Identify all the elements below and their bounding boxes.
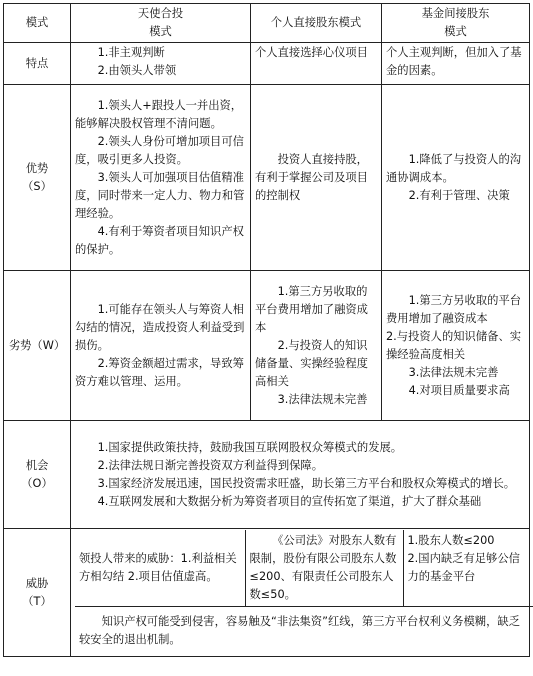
weaknesses-row xyxy=(4,271,530,421)
threats-direct: 《公司法》对股东人数有限制，股份有限公司股东人数≤200、有限责任公司股东人数≤50。 xyxy=(245,530,403,607)
weaknesses-direct: 1.第三方另收取的平台费用增加了融资成本 2.与投资人的知识储备量、实操经验程度高相关 3.法律法规未完善 xyxy=(251,271,382,421)
opportunities-row xyxy=(4,421,530,529)
strengths-fund: 1.降低了与投资人的沟通协调成本。 2.有利于管理、决策 xyxy=(382,85,530,271)
weaknesses-angel: 1.可能存在领头人与筹资人相勾结的情况，造成投资人利益受到损伤。 2.筹资金额超过需求，导致筹资方难以管理、运用。 xyxy=(71,271,251,421)
features-row xyxy=(4,43,530,85)
features-angel: 1.非主观判断 2.由领头人带领 xyxy=(71,43,251,85)
threats-split-row xyxy=(75,530,533,607)
threats-label: 威胁 （T） xyxy=(4,529,71,657)
header-direct-mode: 个人直接股东模式 xyxy=(251,4,382,43)
strengths-row xyxy=(4,85,530,271)
weaknesses-label: 劣势（W） xyxy=(4,271,71,421)
threats-common-row xyxy=(75,607,533,656)
threats-row xyxy=(4,529,530,657)
header-row xyxy=(4,4,530,43)
threats-common: 知识产权可能受到侵害，容易触及“非法集资”红线，第三方平台权利义务模糊，缺乏较安全的退出机制。 xyxy=(75,607,533,656)
strengths-label: 优势 （S） xyxy=(4,85,71,271)
opportunities-label: 机会 （O） xyxy=(4,421,71,529)
header-angel-mode: 天使合投 模式 xyxy=(71,4,251,43)
threats-fund: 1.股东人数≤200 2.国内缺乏有足够公信力的基金平台 xyxy=(407,534,520,583)
threats-angel: 领投人带来的威胁：1.利益相关方相勾结 2.项目估值虚高。 xyxy=(75,530,245,607)
header-fund-mode: 基金间接股东 模式 xyxy=(382,4,530,43)
features-label: 特点 xyxy=(4,43,71,85)
threats-content xyxy=(71,529,530,657)
features-fund: 个人主观判断，但加入了基金的因素。 xyxy=(382,43,530,85)
features-direct: 个人直接选择心仪项目 xyxy=(251,43,382,85)
weaknesses-fund: 1.第三方另收取的平台费用增加了融资成本 2.与投资人的知识储备、实操经验高度相关 3.法律法规未完善 4.对项目质量要求高 xyxy=(382,271,530,421)
opportunities-content: 1.国家提供政策扶持，鼓励我国互联网股权众筹模式的发展。 2.法律法规日渐完善投资双方利益得到保障。 3.国家经济发展迅速，国民投资需求旺盛，助长第三方平台和股权众筹模式的增长。 4.互联网发展和大数据分析为筹资者项目的宣传拓宽了渠道，扩大了群众基础 xyxy=(71,421,530,529)
strengths-angel: 1.领头人+跟投人一并出资，能够解决股权管理不清问题。 2.领头人身份可增加项目可信度，吸引更多人投资。 3.领头人可加强项目估值精准度，同时带来一定人力、物力和管理经验。 4.有利于筹资者项目知识产权的保护。 xyxy=(71,85,251,271)
header-mode: 模式 xyxy=(4,4,71,43)
swot-table xyxy=(3,3,530,657)
threats-subtable xyxy=(75,530,533,655)
strengths-direct: 投资人直接持股，有利于掌握公司及项目的控制权 xyxy=(251,85,382,271)
